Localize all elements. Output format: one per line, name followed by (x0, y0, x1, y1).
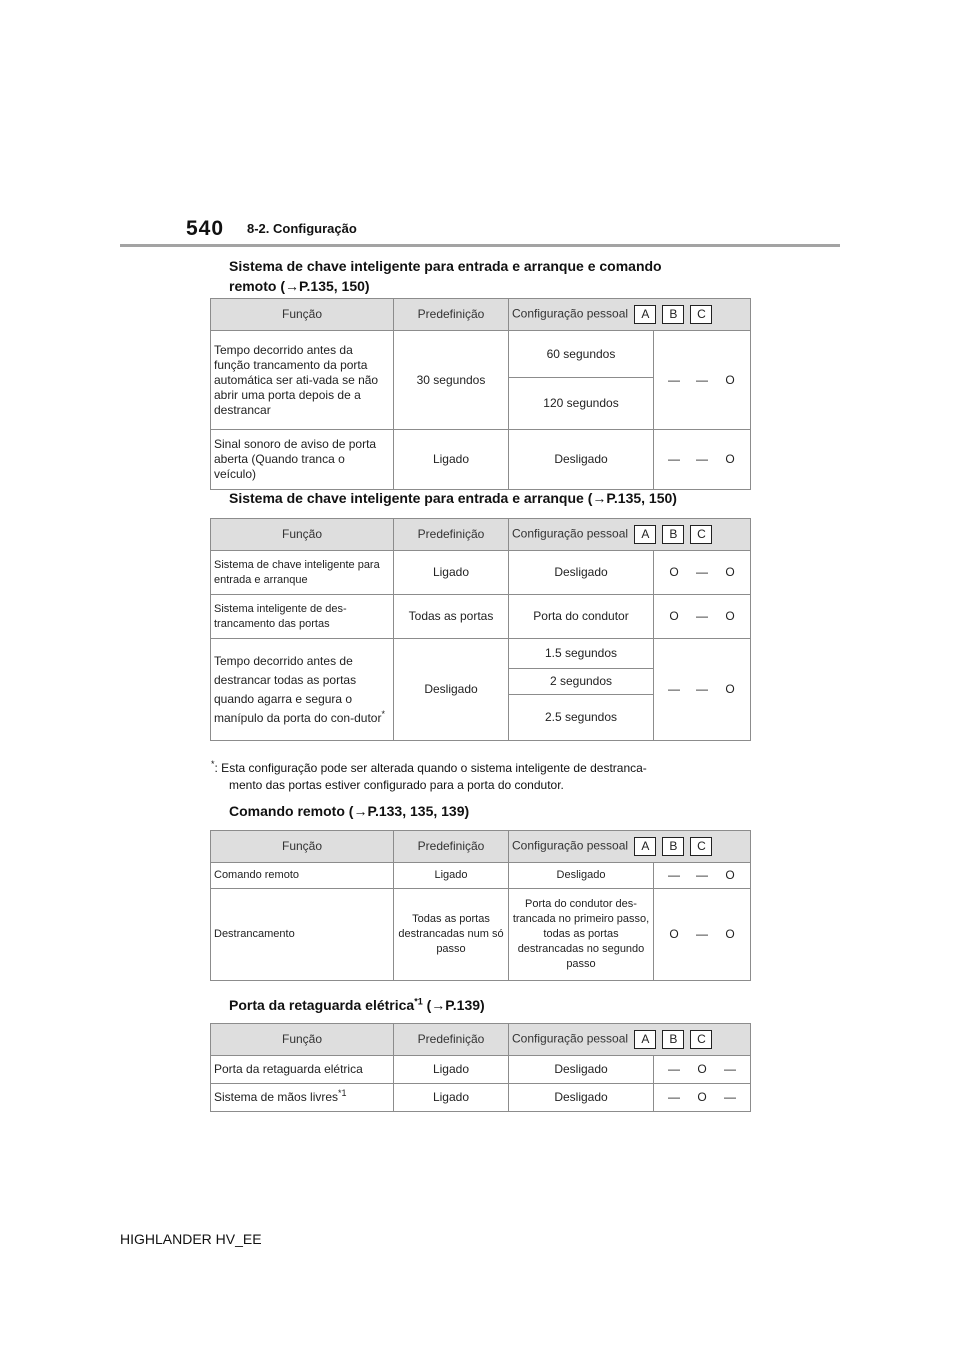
row-predefinicao: Ligado (394, 863, 509, 889)
footnote-ref: * (381, 708, 385, 719)
column-predefinicao: Predefinição (394, 831, 509, 863)
row-predefinicao: 30 segundos (394, 331, 509, 430)
mark-b: — (696, 927, 708, 941)
row-marks (654, 863, 751, 889)
row-predefinicao: Todas as portas destrancadas num só passo (394, 889, 509, 981)
row-option: Desligado (509, 1084, 654, 1112)
column-funcao: Função (211, 1024, 394, 1056)
row-option: 2 segundos (509, 669, 654, 695)
mark-c: O (725, 565, 735, 579)
column-funcao: Função (211, 299, 394, 331)
column-config (509, 299, 751, 331)
row-predefinicao: Ligado (394, 430, 509, 490)
mark-b: — (696, 452, 708, 466)
section3-table (210, 830, 751, 981)
footnote-line2: mento das portas estiver configurado para a porta do condutor. (229, 778, 564, 792)
section4-title-sup: *1 (414, 996, 423, 1007)
section2-title: Sistema de chave inteligente para entrada e arranque (→P.135, 150) (229, 490, 677, 506)
letter-b-box: B (662, 305, 684, 324)
footnote (211, 760, 756, 794)
table-row (211, 551, 751, 595)
row-option: Desligado (509, 430, 654, 490)
row-funcao: Porta da retaguarda elétrica (211, 1056, 394, 1084)
row-funcao-text: Sistema de mãos livres (214, 1090, 339, 1104)
row-marks (654, 331, 751, 430)
row-option: Porta do condutor (509, 595, 654, 639)
mark-a: — (668, 452, 680, 466)
mark-b: — (696, 682, 708, 696)
table-row (211, 889, 751, 981)
row-marks (654, 639, 751, 741)
column-predefinicao: Predefinição (394, 299, 509, 331)
mark-a: — (668, 372, 680, 387)
letter-c-box: C (690, 1030, 712, 1049)
row-predefinicao: Desligado (394, 639, 509, 741)
row-option: 120 segundos (509, 378, 654, 430)
mark-b: — (696, 868, 708, 882)
mark-a: — (668, 868, 680, 882)
row-option: 2.5 segundos (509, 695, 654, 741)
letter-b-box: B (662, 1030, 684, 1049)
mark-a: O (669, 609, 679, 623)
mark-a: O (669, 565, 679, 579)
mark-a: — (668, 682, 680, 696)
row-funcao (211, 639, 394, 741)
config-label: Configuração pessoal (512, 1031, 629, 1046)
row-marks (654, 551, 751, 595)
table-row (211, 863, 751, 889)
section4-title-text: Porta da retaguarda elétrica (229, 997, 415, 1013)
mark-b: — (696, 372, 708, 387)
row-predefinicao: Ligado (394, 1056, 509, 1084)
section3-title: Comando remoto (→P.133, 135, 139) (229, 803, 470, 819)
mark-b: — (696, 565, 708, 579)
column-funcao: Função (211, 519, 394, 551)
column-predefinicao: Predefinição (394, 519, 509, 551)
section-heading: 8-2. Configuração (247, 221, 357, 236)
section1-table (210, 298, 751, 490)
mark-a: O (669, 927, 679, 941)
column-config (509, 519, 751, 551)
row-option: Desligado (509, 551, 654, 595)
mark-a: — (668, 1090, 680, 1104)
table-row (211, 430, 751, 490)
footnote-ref: *1 (338, 1088, 347, 1098)
letter-a-box: A (634, 1030, 656, 1049)
row-predefinicao: Ligado (394, 551, 509, 595)
row-marks (654, 595, 751, 639)
letter-c-box: C (690, 305, 712, 324)
row-funcao: Comando remoto (211, 863, 394, 889)
mark-c: O (725, 682, 735, 696)
config-label: Configuração pessoal (512, 306, 629, 321)
mark-c: O (725, 372, 735, 387)
config-label: Configuração pessoal (512, 526, 629, 541)
section1-title-line1: Sistema de chave inteligente para entrada e arranque e comando (229, 258, 662, 274)
letter-a-box: A (634, 837, 656, 856)
column-predefinicao: Predefinição (394, 1024, 509, 1056)
row-funcao: Sistema inteligente de des-trancamento das portas (211, 595, 394, 639)
row-funcao: Sinal sonoro de aviso de porta aberta (Quando tranca o veículo) (211, 430, 394, 490)
row-predefinicao: Ligado (394, 1084, 509, 1112)
section4-title (229, 995, 485, 1015)
mark-b: O (697, 1062, 707, 1076)
table-header-row (211, 299, 751, 331)
mark-a: — (668, 1062, 680, 1076)
table-header-row (211, 831, 751, 863)
row-funcao (211, 1084, 394, 1112)
mark-b: O (697, 1090, 707, 1104)
mark-c: — (724, 1090, 736, 1104)
letter-c-box: C (690, 837, 712, 856)
table-header-row (211, 519, 751, 551)
column-config (509, 831, 751, 863)
row-funcao: Sistema de chave inteligente para entrada e arranque (211, 551, 394, 595)
row-marks (654, 889, 751, 981)
footer-model: HIGHLANDER HV_EE (120, 1231, 262, 1247)
column-config (509, 1024, 751, 1056)
row-option: Desligado (509, 863, 654, 889)
mark-c: O (725, 927, 735, 941)
mark-c: O (725, 609, 735, 623)
mark-c: — (724, 1062, 736, 1076)
letter-a-box: A (634, 305, 656, 324)
row-marks (654, 430, 751, 490)
letter-b-box: B (662, 525, 684, 544)
row-funcao: Tempo decorrido antes da função trancamento da porta automática ser ati-vada se não abrir uma porta depois de a destrancar (211, 331, 394, 430)
row-option: 1.5 segundos (509, 639, 654, 669)
letter-b-box: B (662, 837, 684, 856)
table-row (211, 1056, 751, 1084)
section1-title-line2: remoto (→P.135, 150) (229, 278, 370, 294)
section2-table (210, 518, 751, 741)
table-row (211, 1084, 751, 1112)
row-marks (654, 1084, 751, 1112)
letter-c-box: C (690, 525, 712, 544)
column-funcao: Função (211, 831, 394, 863)
section4-table (210, 1023, 751, 1112)
footnote-line1: : Esta configuração pode ser alterada quando o sistema inteligente de destranca- (214, 761, 647, 775)
mark-c: O (725, 452, 735, 466)
row-funcao: Destrancamento (211, 889, 394, 981)
row-funcao-text: Tempo decorrido antes de destrancar todas as portas quando agarra e segura o manípulo da porta do con-dutor (214, 653, 382, 725)
row-option: 60 segundos (509, 331, 654, 378)
table-header-row (211, 1024, 751, 1056)
section1-title (229, 256, 662, 296)
footnote-marker: * (211, 759, 215, 769)
table-row (211, 595, 751, 639)
header-divider (120, 244, 840, 247)
mark-c: O (725, 868, 735, 882)
letter-a-box: A (634, 525, 656, 544)
config-label: Configuração pessoal (512, 838, 629, 853)
row-option: Desligado (509, 1056, 654, 1084)
mark-b: — (696, 609, 708, 623)
row-marks (654, 1056, 751, 1084)
section4-title-ref: (→P.139) (422, 997, 485, 1013)
page-number: 540 (186, 217, 225, 240)
row-predefinicao: Todas as portas (394, 595, 509, 639)
table-row (211, 331, 751, 378)
table-row (211, 639, 751, 669)
row-option: Porta do condutor des-trancada no primeiro passo, todas as portas destrancadas no segundo passo (509, 889, 654, 981)
